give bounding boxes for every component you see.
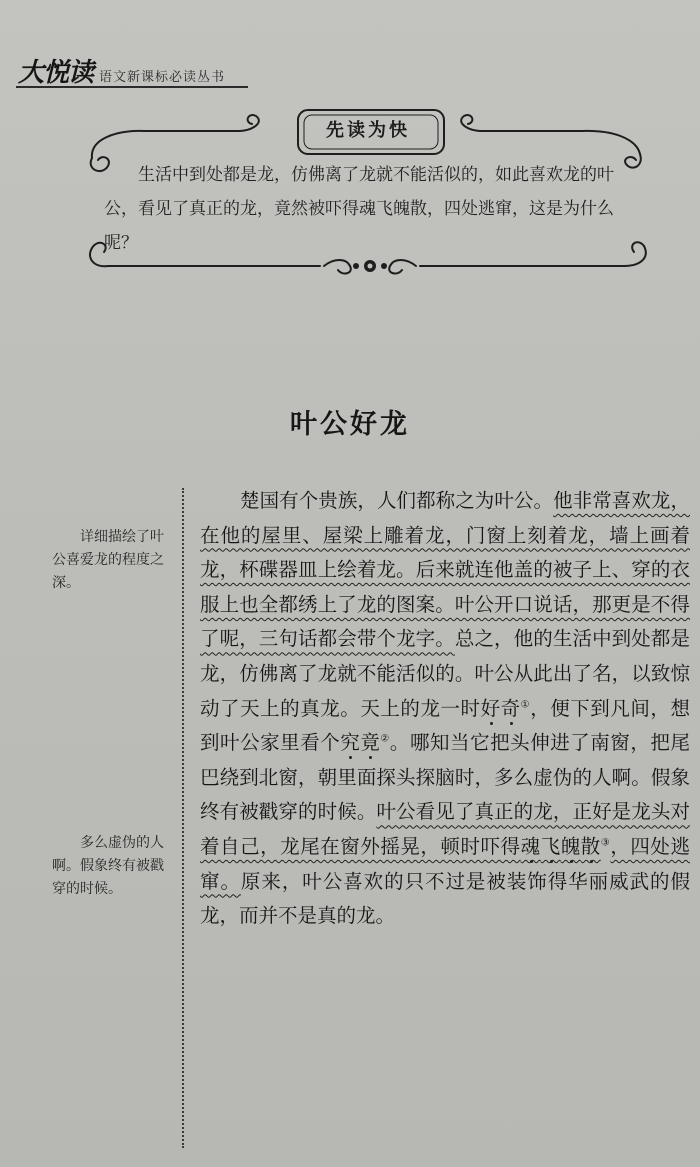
dotted-char: 好 [480,696,501,720]
intro-badge: 先读为快 [326,120,410,141]
story-segment: ，便下到凡间，想到叶公家里看个 [200,696,690,755]
margin-note: 多么虚伪的人啊。假象终有被戳穿的时候。 [52,835,164,897]
wavy-underlined-passage: 叶公看见了真正的龙，正好是龙头对着自己，龙尾在窗外摇晃，顿时吓得 [200,800,690,858]
footnote-marker: ① [520,699,531,711]
wavy-underlined-passage: ，四处逃窜。 [200,834,690,893]
intro-text: 生活中到处都是龙，仿佛离了龙就不能活似的，如此喜欢龙的叶公，看见了真正的龙，竟然被吓得魂飞魄散，四处逃窜，这是为什么呢？ [104,165,614,253]
emphasis-word [340,731,380,754]
story-segment: 。哪知当它把头伸进了南窗，把尾巴绕到北窗，朝里面探头探脑时，多么虚伪的人啊。假象终有被戳穿的时候。 [200,731,690,824]
emphasis-word [521,835,601,858]
dotted-char: 竟 [360,731,381,755]
wavy-underlined-passage: 他非常喜欢龙，在他的屋里、屋梁上雕着龙，门窗上刻着龙，墙上画着龙，杯碟器皿上绘着龙。后来就连他盖的被子上、穿的衣服上也全都绣上了龙的图案。叶公开口说话，那更是不得了呢，三句话都会带个龙字。 [200,489,690,651]
story-segment: 原来，叶公喜欢的只不过是被装饰得华丽威武的假龙，而并不是真的龙。 [200,869,690,928]
dotted-char: 魂 [520,834,541,858]
dotted-char: 飞 [540,834,561,858]
story-body [200,484,690,934]
dotted-char: 散 [580,834,601,858]
footnote-marker: ③ [600,837,611,849]
story-segment: 总之，他的生活中到处都是龙，仿佛离了龙就不能活似的。叶公从此出了名，以致惊动了天上的真龙。天上的龙一时 [200,627,690,720]
story-title: 叶公好龙 [290,409,410,440]
margin-note: 详细描绘了叶公喜爱龙的程度之深。 [52,529,164,591]
emphasis-word [481,697,521,720]
margin-divider [182,488,184,1148]
dotted-char: 魄 [560,834,581,858]
header-rule [16,86,248,88]
series-header [18,52,225,89]
series-name: 语文新课标必读丛书 [99,70,226,85]
dotted-char: 究 [340,731,361,755]
footnote-marker: ② [380,733,390,745]
story-segment: 楚国有个贵族，人们都称之为叶公。 [240,489,554,512]
dotted-char: 奇 [500,696,521,720]
brand-logo: 大悦读 [18,58,94,88]
